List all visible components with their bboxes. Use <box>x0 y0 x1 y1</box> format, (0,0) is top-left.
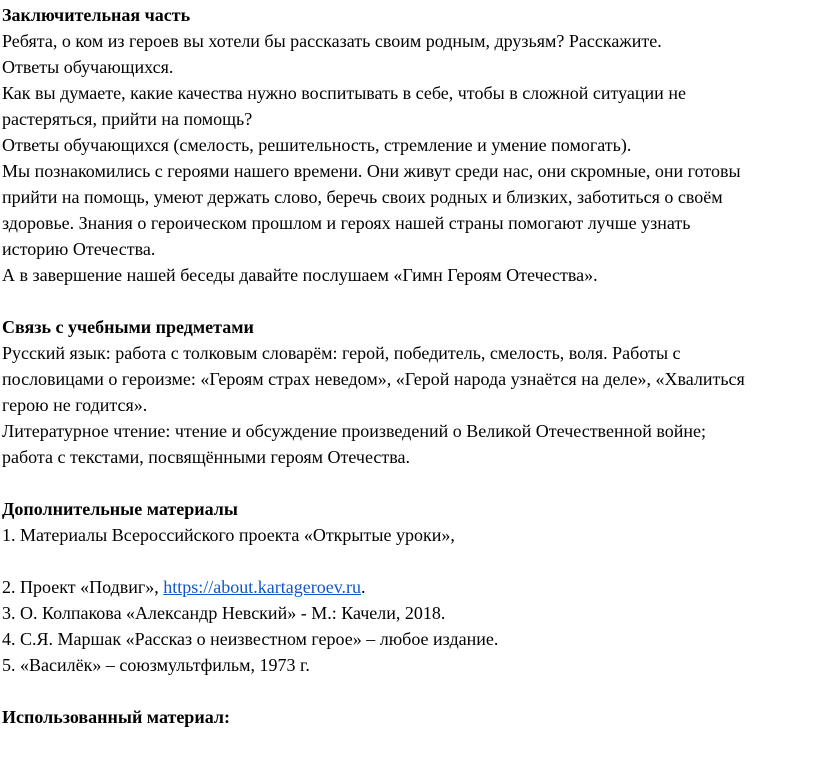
conclusion-line: А в завершение нашей беседы давайте послушаем «Гимн Героям Отечества». <box>2 265 598 285</box>
conclusion-heading: Заключительная часть <box>2 5 191 25</box>
conclusion-line: прийти на помощь, умеют держать слово, беречь своих родных и близких, заботиться о своём <box>2 187 723 207</box>
materials-item-1: 1. Материалы Всероссийского проекта «Открытые уроки», <box>2 525 455 545</box>
kartageroev-link[interactable]: https://about.kartageroev.ru <box>163 577 362 597</box>
subjects-line: герою не годится». <box>2 395 148 415</box>
used-material-heading: Использованный материал: <box>2 707 230 727</box>
subjects-line: работа с текстами, посвящёнными героям Отечества. <box>2 447 411 467</box>
materials-item-2 <box>2 574 816 600</box>
conclusion-line: здоровье. Знания о героическом прошлом и героях нашей страны помогают лучше узнать <box>2 213 691 233</box>
conclusion-line: историю Отечества. <box>2 239 156 259</box>
materials-item-4: 4. С.Я. Маршак «Рассказ о неизвестном герое» – любое издание. <box>2 629 499 649</box>
materials-item-2-suffix: . <box>361 577 366 597</box>
conclusion-line: Ответы обучающихся (смелость, решительность, стремление и умение помогать). <box>2 135 632 155</box>
spacer <box>2 678 816 704</box>
materials-item-5: 5. «Василёк» – союзмультфильм, 1973 г. <box>2 655 310 675</box>
spacer <box>2 288 816 314</box>
materials-item-3: 3. О. Колпакова «Александр Невский» - М.: Качели, 2018. <box>2 603 446 623</box>
subjects-line: Русский язык: работа с толковым словарём: герой, победитель, смелость, воля. Работы с <box>2 343 681 363</box>
subjects-line: пословицами о героизме: «Героям страх неведом», «Герой народа узнаётся на деле», «Хвалиться <box>2 369 745 389</box>
conclusion-line: растеряться, прийти на помощь? <box>2 109 253 129</box>
conclusion-line: Мы познакомились с героями нашего времени. Они живут среди нас, они скромные, они готовы <box>2 161 741 181</box>
materials-heading: Дополнительные материалы <box>2 499 238 519</box>
materials-item-2-prefix: 2. Проект «Подвиг», <box>2 577 164 597</box>
conclusion-line: Ответы обучающихся. <box>2 57 174 77</box>
subjects-heading: Связь с учебными предметами <box>2 317 254 337</box>
conclusion-line: Как вы думаете, какие качества нужно воспитывать в себе, чтобы в сложной ситуации не <box>2 83 686 103</box>
subjects-line: Литературное чтение: чтение и обсуждение произведений о Великой Отечественной войне; <box>2 421 706 441</box>
spacer <box>2 470 816 496</box>
conclusion-line: Ребята, о ком из героев вы хотели бы рассказать своим родным, друзьям? Расскажите. <box>2 31 662 51</box>
spacer <box>2 548 816 574</box>
